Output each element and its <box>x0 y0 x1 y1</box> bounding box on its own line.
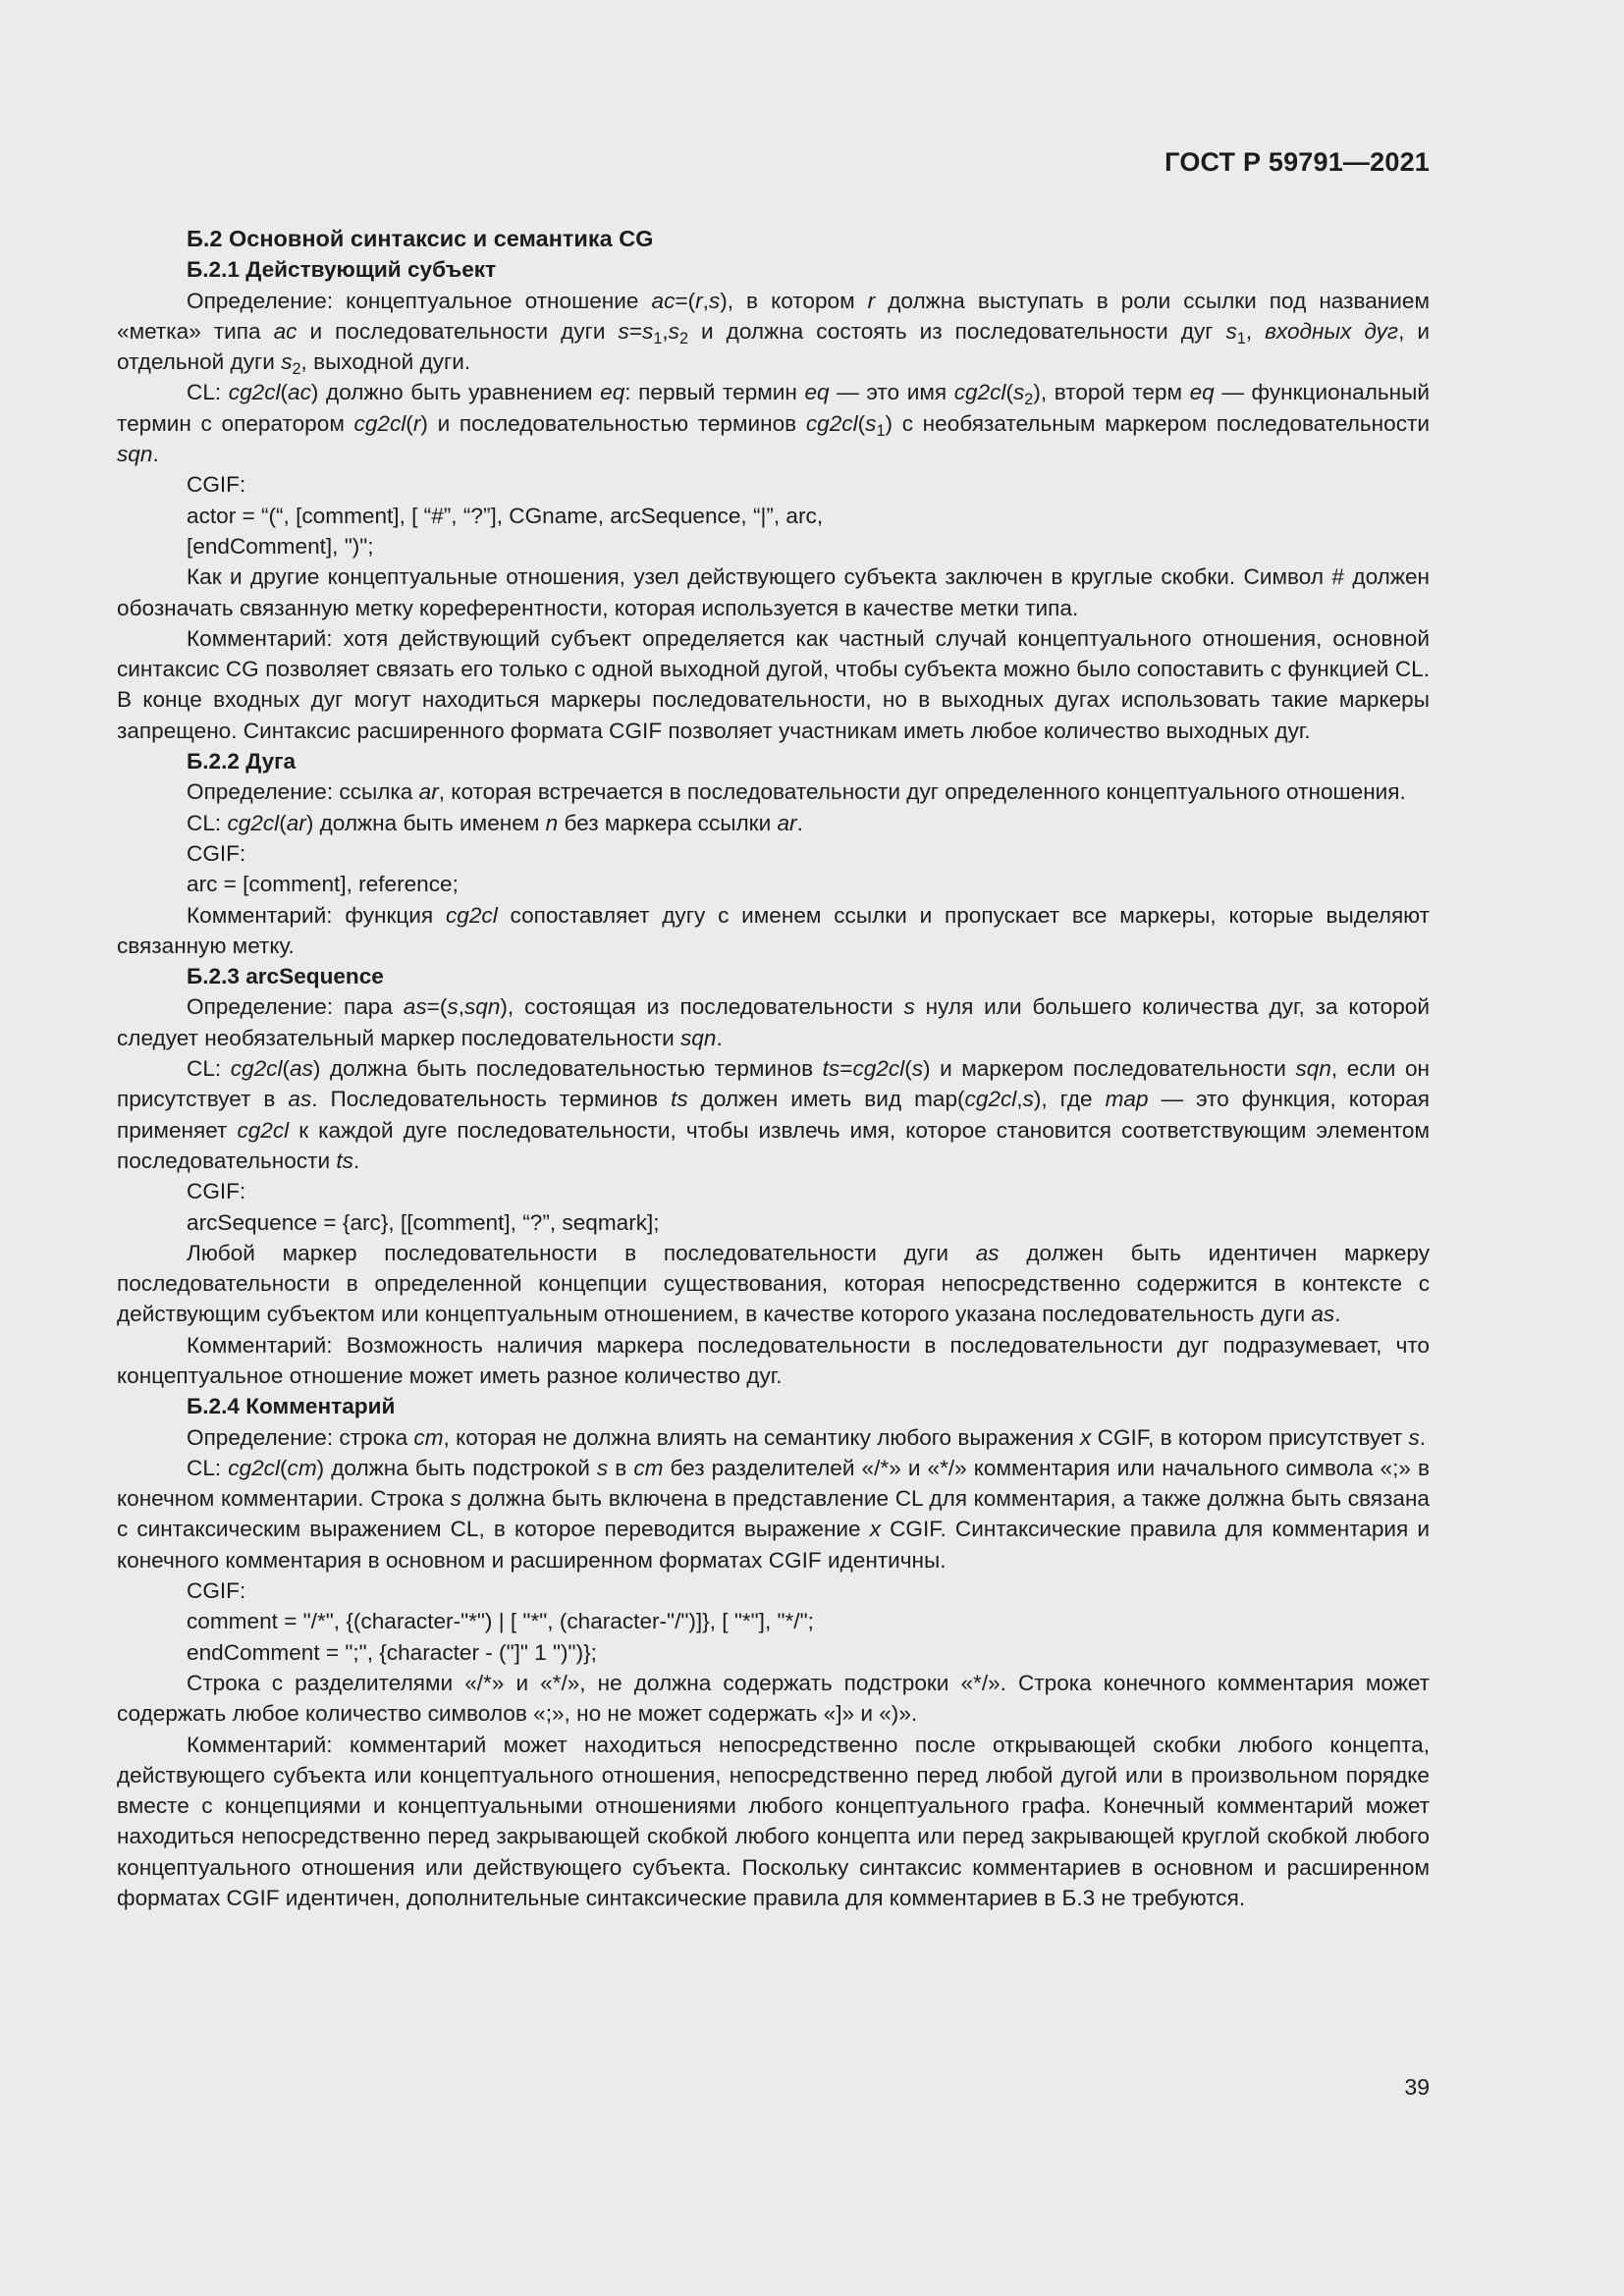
cgif-label: CGIF: <box>187 1179 246 1204</box>
paragraph-cl: CL: cg2cl(ac) должно быть уравнением eq: первый термин eq — это имя $cg2cl(s_2)$, второй терм eq — функциональный термин с оператором cg2cl(r) и последовательностью терминов $cg2cl(s_1)$ с необязательным маркером последовательности sqn. <box>117 380 1430 467</box>
subsection-heading-arcsequence: Б.2.3 arcSequence <box>187 964 384 989</box>
cgif-label: CGIF: <box>187 1578 246 1604</box>
code-line: arc = [comment], reference; <box>187 872 459 897</box>
paragraph-comment: Комментарий: функция cg2cl сопоставляет дугу с именем ссылки и пропускает все маркеры, которые выделяют связанную метку. <box>117 902 1430 958</box>
code-line: actor = “(“, [comment], [ “#”, “?”], CGname, arcSequence, “|”, arc, <box>187 503 824 528</box>
paragraph-comment: Комментарий: хотя действующий субъект определяется как частный случай концептуального отношения, основной синтаксис CG позволяет связать его только с одной выходной дугой, чтобы субъекта можно было сопоставить с функцией CL. В конце входных дуг могут находиться маркеры последовательности, но в выходных дугах использовать такие маркеры запрещено. Синтаксис расширенного формата CGIF позволяет участникам иметь любое количество выходных дуг. <box>117 625 1430 743</box>
document-header: ГОСТ Р 59791—2021 <box>1164 147 1430 177</box>
paragraph-note: Строка с разделителями «/*» и «*/», не должна содержать подстроки «*/». Строка конечного комментария может содержать любое количество символов «;», но не может содержать «]» и «)». <box>117 1670 1430 1727</box>
paragraph-definition: Определение: ссылка ar, которая встречается в последовательности дуг определенного концептуального отношения. <box>187 779 1406 805</box>
paragraph-cl: CL: cg2cl(as) должна быть последовательностью терминов ts=cg2cl(s) и маркером последовательности sqn, если он присутствует в as. Последовательность терминов ts должен иметь вид map(cg2cl,s), где map — это функция, которая применяет cg2cl к каждой дуге последовательности, чтобы извлечь имя, которое становится соответствующим элементом последовательности ts. <box>117 1056 1431 1173</box>
paragraph-cl: CL: cg2cl(ar) должна быть именем n без маркера ссылки ar. <box>187 810 803 835</box>
section-title: Б.2 Основной синтаксис и семантика CG <box>187 226 654 251</box>
subsection-heading-arc: Б.2.2 Дуга <box>187 749 297 774</box>
paragraph-definition: Определение: концептуальное отношение ac=(r,s), в котором r должна выступать в роли ссылки под названием «метка» типа ac и последовательности дуги $s=s_1,s_2$ и должна состоять из последовательности дуг $s_1$, входных дуг, и отдельной дуги $s_2$, выходной дуги. <box>117 288 1430 379</box>
code-line: [endComment], ")"; <box>187 533 374 559</box>
page-number: 39 <box>1404 2074 1430 2100</box>
subsection-heading-comment: Б.2.4 Комментарий <box>187 1394 396 1419</box>
paragraph-definition: Определение: пара as=(s,sqn), состоящая из последовательности s нуля или большего количества дуг, за которой следует необязательный маркер последовательности sqn. <box>117 994 1430 1050</box>
paragraph-note: Любой маркер последовательности в последовательности дуги as должен быть идентичен маркеру последовательности в определенной концепции существования, которая непосредственно содержится в контексте с действующим субъектом или концептуальным отношением, в качестве которого указана последовательность дуги as. <box>117 1240 1430 1327</box>
subsection-heading-actor: Б.2.1 Действующий субъект <box>187 257 497 283</box>
paragraph-definition: Определение: строка cm, которая не должна влиять на семантику любого выражения x CGIF, в котором присутствует s. <box>187 1424 1427 1450</box>
paragraph-cl: CL: cg2cl(cm) должна быть подстрокой s в cm без разделителей «/*» и «*/» комментария или начального символа «;» в конечном комментарии. Строка s должна быть включена в представление CL для комментария, а также должна быть связана с синтаксическим выражением CL, в которое переводится выражение x CGIF. Синтаксические правила для комментария и конечного комментария в основном и расширенном форматах CGIF идентичны. <box>117 1455 1430 1573</box>
cgif-label: CGIF: <box>187 840 246 866</box>
code-line: endComment = ";", {character - ("]" 1 ")")}; <box>187 1639 597 1665</box>
paragraph-comment: Комментарий: комментарий может находиться непосредственно после открывающей скобки любого концепта, действующего субъекта или концептуального отношения, непосредственно перед любой дугой или в произвольном порядке вместе с концепциями и концептуальными отношениями любого концептуального графа. Конечный комментарий может находиться непосредственно перед закрывающей скобкой любого концепта или перед закрывающей круглой скобкой любого концептуального отношения или действующего субъекта. Поскольку синтаксис комментариев в основном и расширенном форматах CGIF идентичен, дополнительные синтаксические правила для комментариев в Б.3 не требуются. <box>117 1732 1430 1911</box>
cgif-label: CGIF: <box>187 472 246 498</box>
paragraph-note: Как и другие концептуальные отношения, узел действующего субъекта заключен в круглые скобки. Символ # должен обозначать связанную метку кореферентности, которая используется в качестве метки типа. <box>117 564 1430 620</box>
code-line: comment = "/*", {(character-"*") | [ "*", (character-"/")]}, [ "*"], "*/"; <box>187 1609 814 1634</box>
paragraph-comment: Комментарий: Возможность наличия маркера последовательности в последовательности дуг подразумевает, что концептуальное отношение может иметь разное количество дуг. <box>117 1332 1430 1388</box>
code-line: arcSequence = {arc}, [[comment], “?”, seqmark]; <box>187 1209 660 1235</box>
page-body <box>117 224 1430 1913</box>
